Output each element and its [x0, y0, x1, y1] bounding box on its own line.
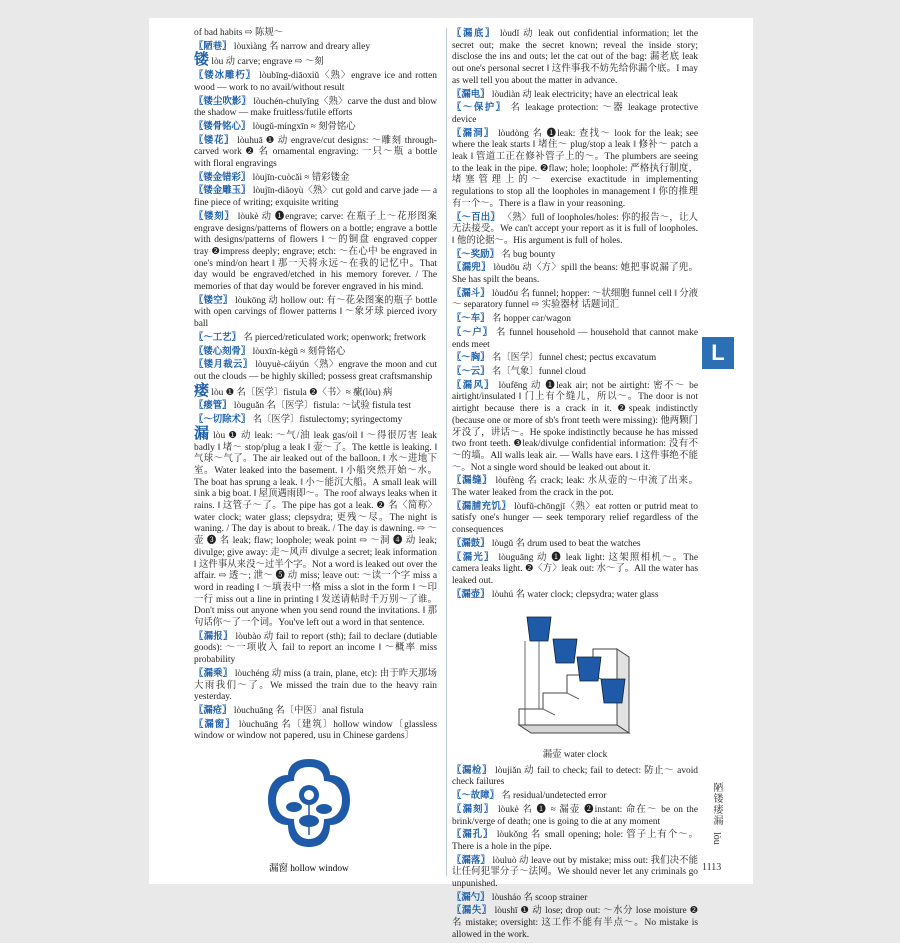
entry-definition: lòudòng 名 ❶leak: 查找～ look for the leak; see where the leak starts ‖ 堵住～ plug/stop a leak ‖ 修补～ patch a leak ‖ 管道工正在修补管子上的～。The plumbers are seeing to the leak in the pipe. ❷flaw; hole; loophole: 严格执行制度，堵塞管理上的～ exercise exactitude in implementing regulations to stop all the loopholes in management ‖ 你的推理有一个～。There is a flaw in your reasoning.	[452, 128, 698, 209]
entry-headword: 〖镂骨铭心〗	[194, 120, 251, 132]
entry-headword: 〖漏鼓〗	[452, 537, 490, 549]
dictionary-entry	[452, 128, 698, 211]
dictionary-entry	[452, 327, 698, 351]
entry-definition: lòukè 名 ❶ ≈ 漏壶 ❷instant: 命在～ be on the brink/verge of death; one is going to die at any moment	[452, 804, 698, 827]
entry-definition: lòufèng 名 crack; leak: 水从壶的～中流了出来。The water leaked from the crack in the pot.	[452, 476, 698, 499]
entry-definition: lòuguǎn 名〔医学〕fistula: ～试验 fistula test	[233, 401, 411, 412]
entry-definition: lòujiǎn 动 fail to check; fail to detect: 防止～ avoid check failures	[452, 765, 698, 788]
dictionary-page	[149, 18, 753, 940]
dictionary-entry	[194, 295, 437, 331]
dictionary-entry	[452, 829, 698, 853]
letter-tab: L	[702, 337, 734, 369]
entry-headword: 漏	[194, 423, 210, 442]
dictionary-entry	[452, 804, 698, 828]
entry-definition: lòufǔ-chōngjī〈熟〉eat rotten or putrid meat to satisfy one's hunger — seek temporary relief regardless of the consequences	[452, 501, 698, 536]
dictionary-entry	[452, 380, 698, 475]
dictionary-entry	[452, 89, 698, 102]
entry-headword: 〖漏电〗	[452, 88, 490, 100]
dictionary-entry	[452, 288, 698, 312]
dictionary-entry	[194, 423, 437, 630]
dictionary-entry	[452, 249, 698, 262]
dictionary-entry	[194, 631, 437, 667]
entry-definition: lòuguāng 动 ❶ leak light: 这架照相机～。The camera leaks light. ❷〈方〉leak out: 水～了。All the water has leaked out.	[452, 552, 699, 586]
dictionary-entry	[452, 262, 698, 286]
dictionary-entry	[452, 352, 698, 365]
entry-headword: 〖～故障〗	[452, 790, 499, 802]
entry-headword: 〖镂金错彩〗	[194, 171, 251, 183]
hollow-window-illustration	[264, 755, 354, 855]
entry-definition: lòudōu 动〈方〉spill the beans: 她把事说漏了兜。She has spilt the beans.	[452, 263, 698, 286]
entry-headword: 〖漏窗〗	[194, 718, 236, 730]
hollow-window-caption: 漏窗 hollow window	[269, 864, 349, 874]
dictionary-entry	[194, 380, 437, 400]
entry-headword: 〖镂尘吹影〗	[194, 95, 251, 107]
water-clock-figure	[452, 605, 698, 761]
entry-headword: 〖镂心刻骨〗	[194, 345, 251, 357]
entry-definition: lòuchuāng 名〔建筑〕hollow window〔glassless window or window not papered, usu in Chinese gardens〕	[194, 719, 437, 742]
entry-definition: lòukōng 动 hollow out: 有～花朵图案的瓶子 bottle with open carvings of flower patterns ‖ ～象牙球 pierced ivory ball	[194, 295, 437, 330]
entry-headword: 〖漏光〗	[452, 551, 495, 563]
dictionary-entry	[452, 790, 698, 803]
entry-headword: 瘘	[194, 380, 210, 399]
entry-definition: lòusháo 名 scoop strainer	[491, 892, 588, 903]
dictionary-entry	[194, 96, 437, 120]
entry-headword: 〖漏缝〗	[452, 475, 493, 487]
entry-definition: lòudiàn 动 leak electricity; have an electrical leak	[491, 89, 678, 100]
entry-definition: lòukè 动 ❶engrave; carve: 在瓶子上～花形图案 engrave designs/patterns of flowers on a bottle; engrave a bottle with designs/patterns of flowers ‖ ～的铜盘 engraved copper tray ❷impress deeply; engrave; etch: ～在心中 be engraved in one's mind/on heart ‖ 那一天将永远～在我的记忆中。That day would be engraved/etched in his memory forever. / The memories of that day would be forever engraved in his mind.	[194, 211, 438, 293]
dictionary-entry	[194, 50, 437, 69]
entry-definition: lòugǔ 名 drum used to beat the watches	[491, 538, 641, 549]
dictionary-entry	[452, 765, 698, 789]
entry-definition: lòujīn-cuòcǎi ≈ 错彩镂金	[252, 172, 350, 183]
entry-headword: 〖漏孔〗	[452, 829, 494, 841]
entry-definition: lòuhú 名 water clock; clepsydra; water glass	[491, 589, 659, 600]
entry-headword: 〖～云〗	[452, 365, 490, 377]
column-divider	[446, 28, 447, 876]
entry-definition: lòufēng 动 ❶leak air; not be airtight: 密不～ be airtight/insulated ‖ 门上有个缝儿，所以～。The door is not airtight because there is a crack in it. ❷speak indistinctly (because one or more of sb's front teeth were missing): 他两颗门牙没了，讲话～。He spoke indistinctly because he has missed two front teeth. ❸leak/divulge confidential information: 没有不～的墙。All walls leak air. — Walls have ears. ‖ 这件事绝不能～。Not a single word should be leaked out about it.	[452, 380, 698, 473]
entry-headword: 〖漏乘〗	[194, 667, 233, 679]
entry-definition: lòudǒu 名 funnel; hopper: ～状细胞 funnel cell ‖ 分液～ separatory funnel ⇨ 实验器材 话题词汇	[452, 288, 698, 311]
dictionary-entry	[194, 28, 437, 40]
entry-headword: 〖镂花〗	[194, 134, 235, 146]
right-column	[452, 28, 698, 943]
entry-definition: 名 bug bounty	[501, 249, 556, 260]
dictionary-entry	[452, 313, 698, 326]
dictionary-entry	[194, 185, 437, 209]
dictionary-entry	[452, 212, 698, 248]
entry-definition: 名 leakage protection: ～器 leakage protective device	[452, 103, 699, 125]
entry-definition: 名 residual/undetected error	[501, 791, 607, 802]
entry-headword: 〖漏失〗	[452, 905, 492, 917]
dictionary-entry	[194, 135, 437, 171]
entry-definition: of bad habits ⇨ 陈规～	[194, 28, 284, 38]
entry-headword: 〖镂月裁云〗	[194, 359, 253, 371]
entry-headword: 〖镂金雕玉〗	[194, 185, 251, 197]
dictionary-entry	[194, 400, 437, 413]
entry-definition: lòuxīn-kègǔ ≈ 刻骨铭心	[252, 346, 346, 357]
entry-definition: lòuluò 动 leave out by mistake; miss out: 我们决不能让任何犯罪分子～法网。We should never let any criminals go unpunished.	[452, 855, 698, 890]
dictionary-entry	[194, 705, 437, 718]
entry-definition: lòuxiàng 名 narrow and dreary alley	[233, 41, 371, 52]
dictionary-entry	[194, 41, 437, 54]
dictionary-entry	[452, 905, 698, 941]
running-pinyin: lòu	[711, 832, 722, 845]
hollow-window-figure	[249, 755, 369, 874]
entry-definition: lòugǔ-míngxīn ≈ 刻骨铭心	[252, 121, 356, 132]
entry-definition: 名〔气象〕funnel cloud	[491, 366, 586, 377]
dictionary-entry	[194, 668, 437, 704]
entry-headword: 〖漏兜〗	[452, 262, 491, 274]
entry-definition: 名〔医学〕funnel chest; pectus excavatum	[491, 353, 657, 364]
entry-definition: 名〔医学〕fistulectomy; syringectomy	[252, 415, 403, 426]
entry-definition: lòuhuā ❶ 动 engrave/cut designs: ～雕刻 through-carved work ❷ 名 ornamental engraving: 一只～瓶 a bottle with floral engravings	[194, 135, 437, 170]
entry-definition: lòuyuè-cáiyún〈熟〉engrave the moon and cut out the clouds — be highly skilled; possess great craftsmanship	[194, 360, 437, 382]
entry-definition: 名 pierced/reticulated work; openwork; fretwork	[243, 332, 426, 343]
water-clock-illustration	[505, 605, 645, 745]
entry-definition: lòujīn-diāoyù〈熟〉cut gold and carve jade — a fine piece of writing; exquisite writing	[194, 186, 438, 209]
entry-headword: 〖镂刻〗	[194, 210, 235, 222]
entry-headword: 〖漏落〗	[452, 854, 491, 866]
dictionary-entry	[452, 538, 698, 551]
entry-headword: 〖～工艺〗	[194, 331, 241, 343]
entry-definition: lòubào 动 fail to report (sth); fail to declare (dutiable goods): ～一项收入 fail to report an income ‖ ～概率 miss probability	[194, 631, 437, 666]
entry-headword: 〖漏勺〗	[452, 891, 490, 903]
entry-headword: 〖瘘管〗	[194, 400, 232, 412]
entry-headword: 〖漏疮〗	[194, 704, 232, 716]
entry-headword: 〖～户〗	[452, 326, 493, 338]
dictionary-entry	[194, 211, 437, 294]
entry-definition: lòudǐ 动 leak out confidential information; let the secret out; make the secret known; reveal the inside story; disclose the ins and outs; let the cat out of the bag: 漏老底 leak out one's personal secret ‖ 这件事我不妨先给你漏个底。I may as well tell you about the matter in advance.	[452, 29, 698, 86]
entry-headword: 〖漏检〗	[452, 764, 493, 776]
dictionary-entry	[452, 475, 698, 499]
dictionary-entry	[452, 892, 698, 905]
entry-definition: lòu 动 carve; engrave ⇨ ～刻	[211, 57, 324, 68]
entry-headword: 〖～胸〗	[452, 352, 490, 364]
entry-definition: lòuchuāng 名〔中医〕anal fistula	[233, 705, 364, 716]
entry-definition: lòuchén-chuīyǐng〈熟〉carve the dust and blow the shadow — make fruitless/futile efforts	[194, 96, 437, 119]
dictionary-entry	[194, 359, 437, 383]
entry-definition: 名 funnel household — household that cannot make ends meet	[452, 327, 698, 350]
water-clock-caption: 漏壶 water clock	[542, 750, 608, 761]
entry-headword: 〖漏脯充饥〗	[452, 500, 512, 512]
dictionary-entry	[194, 70, 437, 94]
entry-definition: lòuchéng 动 miss (a train, plane, etc): 由于昨天那场大雨我们～了。We missed the train due to the heavy rain yesterday.	[194, 668, 437, 703]
entry-definition: lòubīng-diāoxiǔ〈熟〉engrave ice and rotten wood — work to no avail/without result	[194, 71, 437, 93]
entry-headword: 〖漏斗〗	[452, 287, 490, 299]
dictionary-entry	[452, 552, 698, 588]
entry-headword: 〖～百出〗	[452, 211, 501, 223]
dictionary-entry	[452, 28, 698, 88]
entry-headword: 〖陋巷〗	[194, 40, 232, 52]
entry-headword: 〖漏底〗	[452, 28, 496, 39]
entry-headword: 〖镂空〗	[194, 294, 233, 306]
entry-headword: 镂	[194, 50, 210, 69]
dictionary-entry	[194, 332, 437, 345]
entry-definition: 〈熟〉full of loopholes/holes: 你的报告～，让人无法接受。We can't accept your report as it is full of loopholes. ‖ 他的论据～。His argument is full of holes.	[452, 212, 698, 246]
dictionary-entry	[194, 172, 437, 185]
dictionary-entry	[452, 102, 698, 126]
entry-headword: 〖镂冰雕朽〗	[194, 70, 256, 82]
dictionary-entry	[452, 855, 698, 891]
entry-headword: 〖漏洞〗	[452, 127, 495, 139]
running-head: 陋镂瘘漏	[711, 782, 722, 826]
dictionary-entry	[452, 366, 698, 379]
entry-definition: lòukǒng 名 small opening; hole: 管子上有个～。There is a hole in the pipe.	[452, 830, 698, 852]
entry-headword: 〖～保护〗	[452, 102, 507, 114]
entry-definition: 名 hopper car/wagon	[491, 314, 571, 325]
entry-headword: 〖漏壶〗	[452, 588, 490, 600]
entry-headword: 〖漏风〗	[452, 379, 495, 391]
entry-definition: lòu ❶ 动 leak: ～气/油 leak gas/oil ‖ ～得很厉害 leak badly ‖ 堵～ stop/plug a leak ‖ 壶～了。The kettle is leaking. ‖ 气球～气了。The air leaked out of the balloon. ‖ 水～进地下室。Water leaked into the basement. ‖ 小船突然开始～水。The boat has sprung a leak. ‖ 小～能沉大船。A small leak will sink a big boat. ‖ 屋顶遇雨即～。The roof always leaks when it rains. ‖ 这管子～了。The pipe has got a leak. ❷ 名〈简称〉water clock; water glass; clepsydra; 更残～尽。The night is waning. / The day is about to break. / The day is dawning. ⇨ ～壶 ❸ 名 leak; flaw; loophole; weak point ⇨ ～洞 ❹ 动 leak; divulge; give away: 走～风声 divulge a secret; leak information ‖ 这件事从来没～过半个字。Not a word is leaked out over the affair. ⇨ 透～; 泄～ ❺ 动 miss; leave out: ～读一个字 miss a word in reading ‖ ～填表中一格 miss a slot in the form ‖ ～印一行 miss out a line in printing ‖ 发送请帖时千万别～了谁。Don't miss out anyone when you send round the invitations. ‖ 那句话你～了一个词。You've left out a word in that sentence.	[194, 430, 437, 629]
left-column	[194, 28, 437, 744]
entry-headword: 〖～切除术〗	[194, 414, 251, 426]
dictionary-entry	[194, 719, 437, 743]
entry-definition: lòu ❶ 名〔医学〕fistula ❷〈书〉≈ 瘰(lòu) 病	[211, 387, 393, 398]
entry-headword: 〖～车〗	[452, 313, 490, 325]
entry-headword: 〖～奖励〗	[452, 248, 499, 260]
dictionary-entry	[452, 589, 698, 602]
entry-headword: 〖漏报〗	[194, 630, 233, 642]
entry-headword: 〖漏刻〗	[452, 803, 495, 815]
entry-definition: lòushī ❶ 动 lose; drop out: ～水分 lose moisture ❷ 名 mistake; oversight: 这工作不能有半点～。No mistake is allowed in the work.	[452, 906, 698, 940]
dictionary-entry	[452, 501, 698, 537]
dictionary-entry	[194, 346, 437, 359]
page-number: 1113	[702, 862, 722, 873]
dictionary-entry	[194, 121, 437, 134]
dictionary-entry	[194, 414, 437, 427]
